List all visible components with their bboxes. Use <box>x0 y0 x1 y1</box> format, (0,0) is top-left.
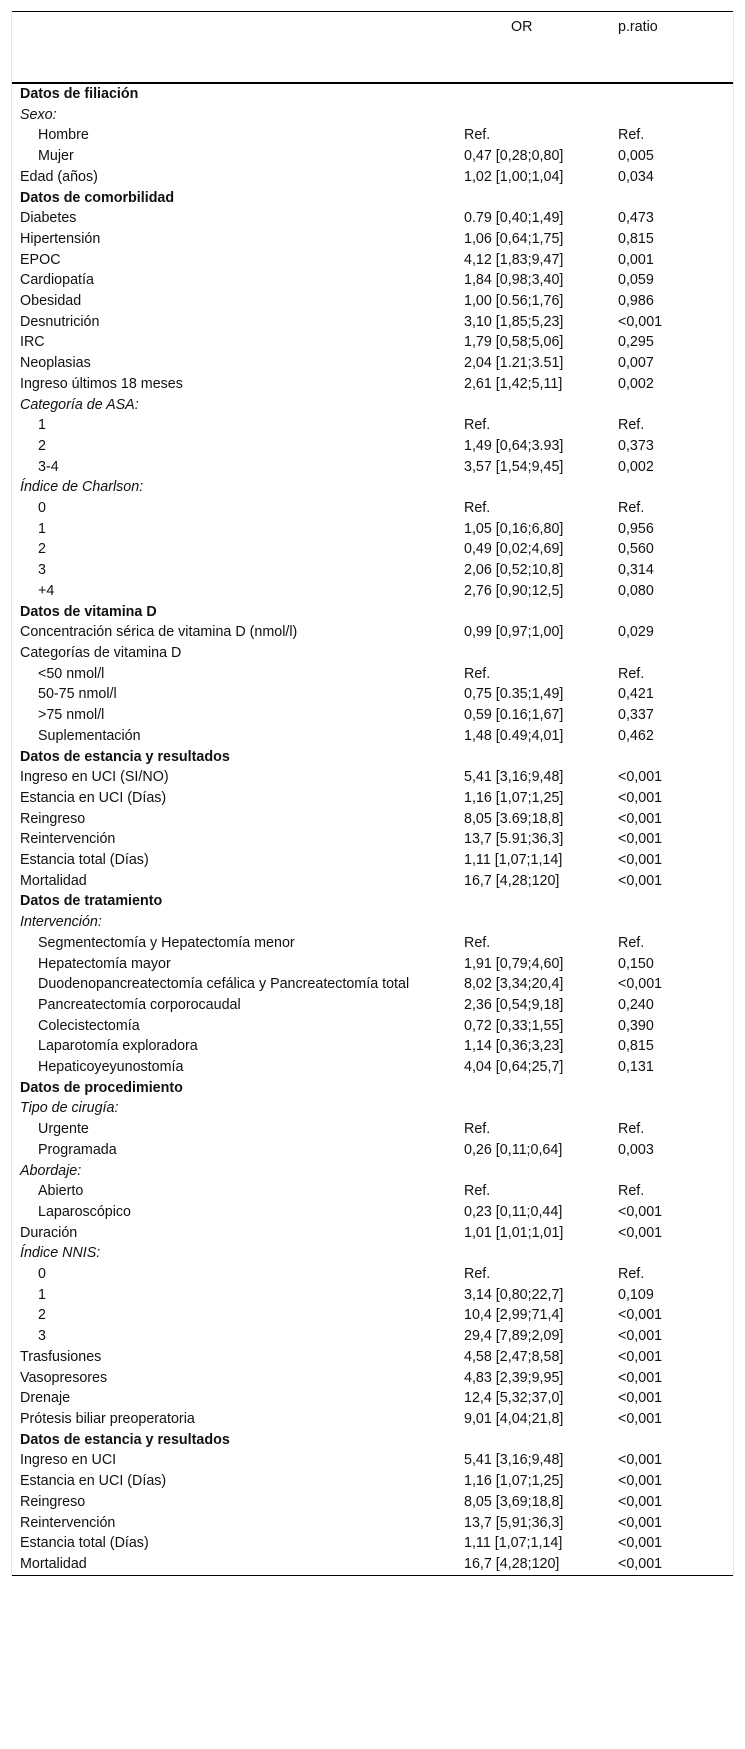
table-row <box>12 374 733 395</box>
row-or-value: 5,41 [3,16;9,48] <box>464 769 564 786</box>
row-label: Suplementación <box>38 727 141 744</box>
row-label: Trasfusiones <box>20 1348 102 1365</box>
row-label: Datos de comorbilidad <box>20 189 175 206</box>
row-p-value: 0,002 <box>618 458 654 475</box>
row-label: Datos de vitamina D <box>20 603 157 620</box>
table-row <box>12 436 733 457</box>
row-or-value: 0,47 [0,28;0,80] <box>464 148 564 165</box>
table-row <box>12 332 733 353</box>
row-p-value: Ref. <box>618 665 645 682</box>
row-p-value: 0,005 <box>618 148 654 165</box>
table-row <box>12 1326 733 1347</box>
row-or-value: 3,57 [1,54;9,45] <box>464 458 564 475</box>
table-row <box>12 1471 733 1492</box>
row-label: 50-75 nmol/l <box>38 686 117 703</box>
row-label: Ingreso últimos 18 meses <box>20 375 183 392</box>
row-or-value: 1,48 [0.49;4,01] <box>464 727 564 744</box>
row-p-value: 0,003 <box>618 1141 654 1158</box>
row-p-value: <0,001 <box>618 1369 663 1386</box>
row-or-value: 0,23 [0,11;0,44] <box>464 1203 563 1220</box>
row-label: Duración <box>20 1224 78 1241</box>
row-label: 0 <box>38 500 46 517</box>
section-header-row <box>12 188 733 209</box>
row-p-value <box>618 602 733 623</box>
row-p-value <box>618 891 733 912</box>
table-row <box>12 767 733 788</box>
row-label: >75 nmol/l <box>38 707 105 724</box>
section-header-row <box>12 83 733 105</box>
row-or-value: 2,76 [0,90;12,5] <box>464 582 564 599</box>
table-row <box>12 125 733 146</box>
row-p-value: 0,295 <box>618 334 654 351</box>
row-or-value <box>458 602 618 623</box>
table-row <box>12 208 733 229</box>
row-p-value: 0,080 <box>618 582 654 599</box>
row-p-value: <0,001 <box>618 769 663 786</box>
row-p-value: Ref. <box>618 1121 645 1138</box>
row-or-value: 13,7 [5,91;36,3] <box>464 1514 564 1531</box>
row-or-value: 13,7 [5.91;36,3] <box>464 831 564 848</box>
row-p-value: Ref. <box>618 1266 645 1283</box>
row-p-value: <0,001 <box>618 852 663 869</box>
row-p-value <box>618 643 733 664</box>
section-header-row <box>12 891 733 912</box>
table-row <box>12 415 733 436</box>
table-row <box>12 560 733 581</box>
table-row <box>12 1409 733 1430</box>
section-header-row <box>12 1430 733 1451</box>
row-label: 3-4 <box>38 458 59 475</box>
row-label: Urgente <box>38 1121 89 1138</box>
row-label: 1 <box>38 1286 46 1303</box>
row-or-value: 8,05 [3,69;18,8] <box>464 1493 564 1510</box>
table-row <box>12 1264 733 1285</box>
row-label: Datos de estancia y resultados <box>20 748 230 765</box>
table-row <box>12 809 733 830</box>
row-or-value: 1,16 [1,07;1,25] <box>464 1473 564 1490</box>
table-row <box>12 829 733 850</box>
row-p-value: 0,150 <box>618 955 654 972</box>
row-or-value: 12,4 [5,32;37,0] <box>464 1390 564 1407</box>
row-or-value: 0,75 [0.35;1,49] <box>464 686 564 703</box>
section-header-row <box>12 1078 733 1099</box>
row-or-value: 1,00 [0.56;1,76] <box>464 293 564 310</box>
row-p-value <box>618 477 733 498</box>
row-label: Reingreso <box>20 1493 86 1510</box>
row-or-value <box>458 1243 618 1264</box>
row-label: Mujer <box>38 148 74 165</box>
table-row <box>12 457 733 478</box>
row-p-value: 0,240 <box>618 996 654 1013</box>
header-or: OR <box>458 12 618 84</box>
row-label: Datos de tratamiento <box>20 893 163 910</box>
group-header-row <box>12 105 733 126</box>
row-p-value: <0,001 <box>618 1328 663 1345</box>
row-p-value <box>618 395 733 416</box>
row-label: Reintervención <box>20 831 116 848</box>
row-p-value: 0,059 <box>618 272 654 289</box>
row-label: Intervención: <box>20 914 102 931</box>
table-row <box>12 1036 733 1057</box>
row-p-value: <0,001 <box>618 1452 663 1469</box>
table-row <box>12 1285 733 1306</box>
table-row <box>12 1016 733 1037</box>
row-label: Pancreatectomía corporocaudal <box>38 996 241 1013</box>
row-p-value: <0,001 <box>618 1493 663 1510</box>
row-p-value: 0,815 <box>618 1038 654 1055</box>
row-p-value: <0,001 <box>618 1473 663 1490</box>
row-label: Categoría de ASA: <box>20 396 139 413</box>
row-label: Cardiopatía <box>20 272 94 289</box>
row-p-value: Ref. <box>618 1183 645 1200</box>
table-row <box>12 788 733 809</box>
row-p-value: 0,390 <box>618 1017 654 1034</box>
table-row <box>12 974 733 995</box>
table-row <box>12 1057 733 1078</box>
row-or-value: Ref. <box>464 1121 491 1138</box>
table-row <box>12 726 733 747</box>
row-label: Mortalidad <box>20 872 87 889</box>
row-label: Ingreso en UCI <box>20 1452 117 1469</box>
row-label: 2 <box>38 1307 46 1324</box>
row-label: Edad (años) <box>20 168 98 185</box>
row-or-value <box>458 1098 618 1119</box>
row-or-value: 1,16 [1,07;1,25] <box>464 789 564 806</box>
table-row <box>12 1181 733 1202</box>
row-label: Reintervención <box>20 1514 116 1531</box>
row-label: 3 <box>38 562 46 579</box>
row-or-value: 8,02 [3,34;20,4] <box>464 976 564 993</box>
row-p-value <box>618 83 733 105</box>
row-or-value <box>458 1161 618 1182</box>
row-label: Datos de procedimiento <box>20 1079 183 1096</box>
row-p-value: 0,314 <box>618 562 654 579</box>
row-or-value: 4,04 [0,64;25,7] <box>464 1059 564 1076</box>
row-p-value: 0,956 <box>618 520 654 537</box>
row-or-value <box>458 747 618 768</box>
row-p-value: <0,001 <box>618 872 663 889</box>
header-variable <box>12 12 458 84</box>
row-p-value: Ref. <box>618 127 645 144</box>
row-p-value: Ref. <box>618 934 645 951</box>
table-row <box>12 1347 733 1368</box>
row-or-value: 29,4 [7,89;2,09] <box>464 1328 564 1345</box>
row-label: Hipertensión <box>20 230 101 247</box>
row-or-value: 5,41 [3,16;9,48] <box>464 1452 564 1469</box>
row-label: Abierto <box>38 1183 84 1200</box>
row-p-value: Ref. <box>618 500 645 517</box>
row-p-value: <0,001 <box>618 1554 733 1575</box>
row-p-value: 0,473 <box>618 210 654 227</box>
row-or-value <box>458 105 618 126</box>
section-header-row <box>12 602 733 623</box>
row-or-value: 16,7 [4,28;120] <box>464 872 560 889</box>
row-label: Datos de filiación <box>20 86 139 102</box>
row-label: Drenaje <box>20 1390 71 1407</box>
row-or-value: 0,72 [0,33;1,55] <box>464 1017 564 1034</box>
table-row <box>12 850 733 871</box>
row-p-value: <0,001 <box>618 789 663 806</box>
table-row <box>12 519 733 540</box>
table-row <box>12 353 733 374</box>
group-header-row <box>12 395 733 416</box>
table-row <box>12 871 733 892</box>
row-label: Mortalidad <box>12 1554 458 1575</box>
row-or-value: 3,14 [0,80;22,7] <box>464 1286 564 1303</box>
row-label: 0 <box>38 1266 46 1283</box>
row-p-value: <0,001 <box>618 810 663 827</box>
table-row <box>12 291 733 312</box>
row-p-value: 0,002 <box>618 375 654 392</box>
group-header-row <box>12 477 733 498</box>
row-p-value: 0,560 <box>618 541 654 558</box>
table-row <box>12 954 733 975</box>
table-row <box>12 705 733 726</box>
row-label: Desnutrición <box>20 313 100 330</box>
group-header-row <box>12 912 733 933</box>
row-or-value: 1,05 [0,16;6,80] <box>464 520 564 537</box>
row-p-value: 0,131 <box>618 1059 654 1076</box>
row-p-value: 0,029 <box>618 624 654 641</box>
table-row <box>12 250 733 271</box>
row-label: 3 <box>38 1328 46 1345</box>
row-label: Categorías de vitamina D <box>20 644 182 661</box>
row-or-value: 4,12 [1,83;9,47] <box>464 251 564 268</box>
row-p-value: 0,373 <box>618 437 654 454</box>
row-p-value: <0,001 <box>618 1307 663 1324</box>
table-row <box>12 1533 733 1554</box>
row-label: Concentración sérica de vitamina D (nmol/l) <box>20 624 298 641</box>
header-p-ratio: p.ratio <box>618 12 733 84</box>
row-p-value: 0,815 <box>618 230 654 247</box>
table-row <box>12 622 733 643</box>
row-or-value: 1,06 [0,64;1,75] <box>464 230 564 247</box>
row-or-value: 0,26 [0,11;0,64] <box>464 1141 563 1158</box>
row-p-value: <0,001 <box>618 1390 663 1407</box>
row-or-value <box>458 188 618 209</box>
row-or-value: Ref. <box>464 1183 491 1200</box>
table-row <box>12 1388 733 1409</box>
group-header-row <box>12 1098 733 1119</box>
row-label: Estancia total (Días) <box>20 852 149 869</box>
row-label: Sexo: <box>20 106 57 123</box>
row-label: Prótesis biliar preoperatoria <box>20 1411 195 1427</box>
row-label: <50 nmol/l <box>38 665 105 682</box>
row-label: 1 <box>38 417 46 434</box>
row-p-value <box>618 1161 733 1182</box>
row-or-value: Ref. <box>464 127 491 144</box>
row-or-value: 4,83 [2,39;9,95] <box>464 1369 564 1386</box>
row-p-value: <0,001 <box>618 1535 663 1552</box>
row-p-value: <0,001 <box>618 1224 663 1241</box>
row-or-value: Ref. <box>464 665 491 682</box>
row-or-value <box>458 643 618 664</box>
group-header-row <box>12 1243 733 1264</box>
row-or-value: 1,84 [0,98;3,40] <box>464 272 564 289</box>
row-or-value: 0.79 [0,40;1,49] <box>464 210 564 227</box>
row-or-value: 8,05 [3.69;18,8] <box>464 810 564 827</box>
odds-ratio-table-container <box>11 11 734 1576</box>
row-or-value: 9,01 [4,04;21,8] <box>464 1411 564 1427</box>
group-header-row <box>12 1161 733 1182</box>
row-or-value: 1,79 [0,58;5,06] <box>464 334 564 351</box>
table-row <box>12 498 733 519</box>
table-row <box>12 1450 733 1471</box>
row-label: Abordaje: <box>20 1162 82 1179</box>
table-row <box>12 1513 733 1534</box>
row-p-value: 0,034 <box>618 168 654 185</box>
row-p-value: <0,001 <box>618 831 663 848</box>
table-row <box>12 1305 733 1326</box>
row-label: Hombre <box>38 127 89 144</box>
row-p-value <box>618 1243 733 1264</box>
row-label: IRC <box>20 334 45 351</box>
row-label: Laparotomía exploradora <box>38 1038 198 1055</box>
row-or-value: 1,11 [1,07;1,14] <box>464 852 563 869</box>
table-row <box>12 933 733 954</box>
table-row <box>12 146 733 167</box>
table-row <box>12 1554 733 1575</box>
table-row <box>12 1140 733 1161</box>
odds-ratio-table <box>12 11 733 1576</box>
table-row <box>12 643 733 664</box>
row-p-value <box>618 1078 733 1099</box>
table-row <box>12 1202 733 1223</box>
row-or-value: 16,7 [4,28;120] <box>458 1554 618 1575</box>
row-label: Neoplasias <box>20 355 91 372</box>
row-or-value: 1,49 [0,64;3.93] <box>464 437 564 454</box>
row-label: +4 <box>38 582 55 599</box>
row-or-value: Ref. <box>464 500 491 517</box>
row-p-value: 0,337 <box>618 707 654 724</box>
table-row <box>12 167 733 188</box>
table-row <box>12 1119 733 1140</box>
row-or-value: 0,59 [0.16;1,67] <box>464 707 564 724</box>
row-label: Hepatectomía mayor <box>38 955 171 972</box>
row-or-value: 1,01 [1,01;1,01] <box>464 1224 564 1241</box>
row-p-value <box>618 105 733 126</box>
row-or-value <box>458 395 618 416</box>
row-or-value: 1,14 [0,36;3,23] <box>464 1038 564 1055</box>
table-row <box>12 229 733 250</box>
table-header <box>12 12 733 84</box>
row-label: Colecistectomía <box>38 1017 140 1034</box>
row-or-value: Ref. <box>464 417 491 434</box>
row-p-value: <0,001 <box>618 976 663 993</box>
row-or-value <box>458 891 618 912</box>
row-label: Reingreso <box>20 810 86 827</box>
row-or-value <box>458 912 618 933</box>
table-row <box>12 664 733 685</box>
row-label: Índice NNIS: <box>20 1245 101 1262</box>
row-label: Estancia total (Días) <box>20 1535 149 1552</box>
row-label: Ingreso en UCI (SI/NO) <box>20 769 169 786</box>
row-p-value: <0,001 <box>618 1348 663 1365</box>
row-or-value: Ref. <box>464 934 491 951</box>
table-row <box>12 995 733 1016</box>
row-label: Estancia en UCI (Días) <box>20 789 167 806</box>
row-p-value: <0,001 <box>618 1203 663 1220</box>
table-row <box>12 539 733 560</box>
table-row <box>12 1368 733 1389</box>
row-or-value: 0,49 [0,02;4,69] <box>464 541 564 558</box>
row-label: Tipo de cirugía: <box>20 1100 119 1117</box>
row-p-value: <0,001 <box>618 1514 663 1531</box>
row-p-value <box>618 188 733 209</box>
row-p-value: 0,986 <box>618 293 654 310</box>
row-p-value: 0,007 <box>618 355 654 372</box>
row-label: Estancia en UCI (Días) <box>20 1473 167 1490</box>
row-label: Índice de Charlson: <box>20 479 144 496</box>
table-row <box>12 1223 733 1244</box>
row-or-value: 1,91 [0,79;4,60] <box>464 955 564 972</box>
header-row <box>12 12 733 84</box>
row-p-value: Ref. <box>618 417 645 434</box>
table-row <box>12 1492 733 1513</box>
row-or-value <box>458 1078 618 1099</box>
row-or-value: 2,61 [1,42;5,11] <box>464 375 563 392</box>
row-p-value <box>618 747 733 768</box>
row-or-value: 0,99 [0,97;1,00] <box>464 624 564 641</box>
row-p-value: 0,109 <box>618 1286 654 1303</box>
row-p-value <box>618 1098 733 1119</box>
row-label: 1 <box>38 520 46 537</box>
row-or-value: 2,36 [0,54;9,18] <box>464 996 564 1013</box>
row-label: Diabetes <box>20 210 77 227</box>
row-label: Programada <box>38 1141 117 1158</box>
table-row <box>12 312 733 333</box>
table-row <box>12 581 733 602</box>
row-label: Laparoscópico <box>38 1203 131 1220</box>
row-or-value <box>458 1430 618 1451</box>
row-or-value: 4,58 [2,47;8,58] <box>464 1348 564 1365</box>
row-or-value: 10,4 [2,99;71,4] <box>464 1307 564 1324</box>
table-row <box>12 684 733 705</box>
row-or-value <box>458 477 618 498</box>
row-label: Obesidad <box>20 293 82 310</box>
row-p-value <box>618 1430 733 1451</box>
row-or-value <box>458 83 618 105</box>
row-label: Segmentectomía y Hepatectomía menor <box>38 934 295 951</box>
row-or-value: 3,10 [1,85;5,23] <box>464 313 564 330</box>
row-p-value <box>618 912 733 933</box>
row-or-value: 2,06 [0,52;10,8] <box>464 562 564 579</box>
row-or-value: 2,04 [1.21;3.51] <box>464 355 564 372</box>
row-or-value: 1,11 [1,07;1,14] <box>464 1535 563 1552</box>
row-label: Datos de estancia y resultados <box>20 1431 230 1448</box>
section-header-row <box>12 747 733 768</box>
row-label: Vasopresores <box>20 1369 108 1386</box>
row-p-value: 0,421 <box>618 686 654 703</box>
row-p-value: 0,462 <box>618 727 654 744</box>
row-p-value: <0,001 <box>618 1411 663 1427</box>
row-label: Duodenopancreatectomía cefálica y Pancreatectomía total <box>38 976 410 993</box>
row-p-value: 0,001 <box>618 251 654 268</box>
row-label: 2 <box>38 541 46 558</box>
table-row <box>12 270 733 291</box>
row-p-value: <0,001 <box>618 313 663 330</box>
row-label: Hepaticoyeyunostomía <box>38 1059 184 1076</box>
row-or-value: 1,02 [1,00;1,04] <box>464 168 564 185</box>
row-label: EPOC <box>20 251 61 268</box>
row-label: 2 <box>38 437 46 454</box>
table-body <box>12 83 733 1575</box>
row-or-value: Ref. <box>464 1266 491 1283</box>
